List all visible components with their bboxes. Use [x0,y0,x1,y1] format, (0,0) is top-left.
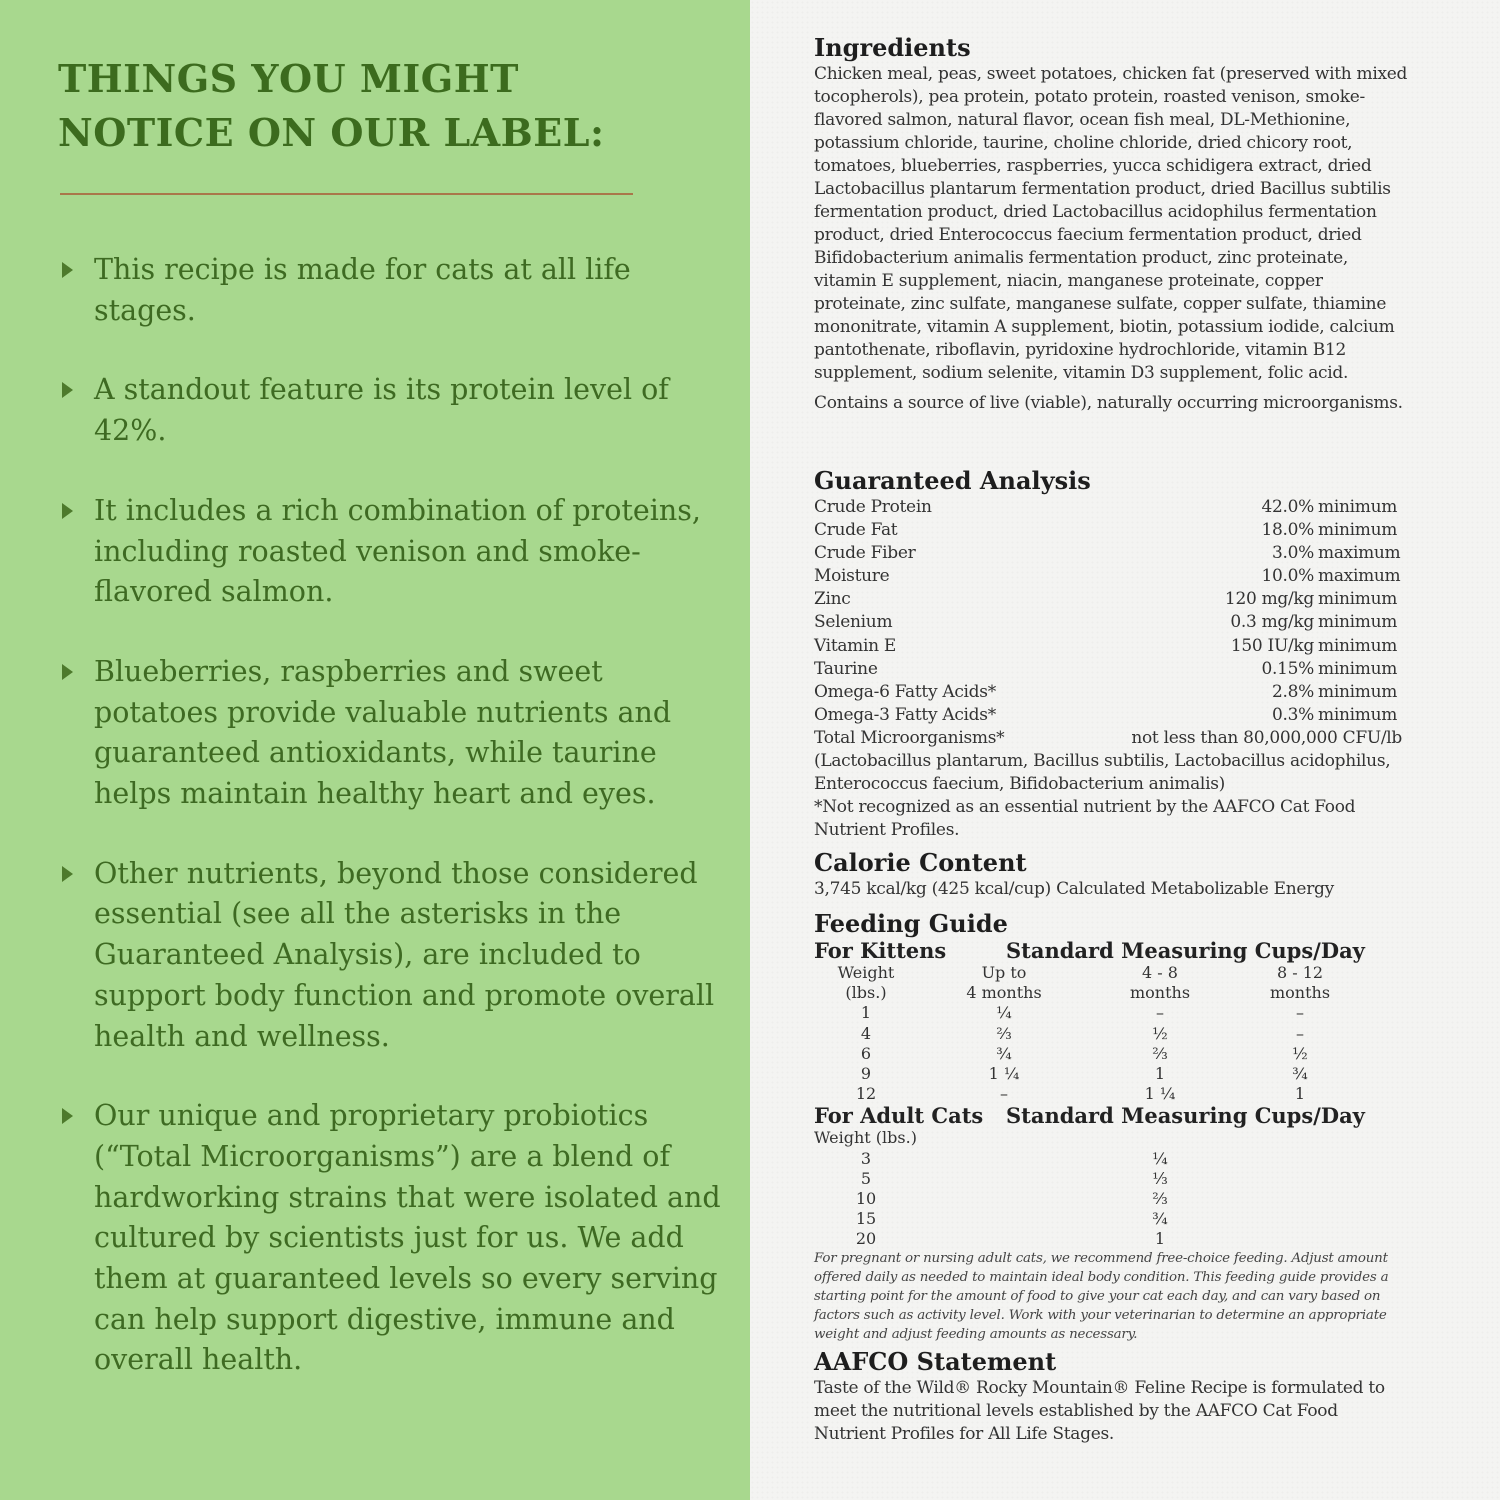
triangle-bullet-icon [62,382,73,398]
analysis-table [814,496,1414,727]
table-cell: – [1000,1084,1008,1104]
table-cell: 1 [860,1003,872,1023]
analysis-row [814,658,1414,681]
calorie-content-text: 3,745 kcal/kg (425 kcal/cup) Calculated Metabolizable Energy [814,879,1334,899]
column-header-cell: (lbs.) [845,983,887,1003]
nutrient-limit: minimum [1318,497,1398,517]
nutrient-limit: minimum [1318,635,1398,656]
adults-table [814,1149,1414,1250]
nutrient-limit: minimum [1318,520,1398,541]
analysis-row-microorganisms: Total Microorganisms* not less than 80,000,000 CFU/lb [814,727,1402,748]
triangle-bullet-icon [62,1108,73,1124]
table-cell: 9 [860,1063,872,1083]
table-cell: 15 [855,1209,877,1229]
table-row [814,1189,1414,1209]
column-header-cell: 4 - 8 [1142,963,1178,982]
nutrient-value: 150 IU/kg [1230,635,1314,656]
table-cell: 12 [855,1084,877,1104]
table-cell: 20 [855,1229,877,1249]
table-cell: 3 [860,1148,872,1168]
nutrient-limit: maximum [1318,566,1401,587]
microorganism-strains: (Lactobacillus plantarum, Bacillus subtilis, Lactobacillus acidophilus, Enterococcus faecium, Bifidobacterium animalis) [814,751,1391,795]
analysis-row [814,496,1414,519]
table-cell: – [1156,1003,1164,1023]
table-cell: 1 [1154,1229,1166,1249]
ingredients-section [814,33,1414,415]
analysis-row [814,565,1414,588]
kittens-column-header [814,963,1414,983]
table-row [814,1169,1414,1189]
table-cell: ⅔ [1152,1043,1168,1063]
feeding-guide-section [814,909,1414,1344]
nutrient-value: 120 mg/kg [1224,589,1314,610]
column-header-cell: 8 - 12 [1276,963,1324,982]
column-header-cell: months [1269,983,1331,1003]
analysis-row [814,704,1414,727]
table-cell: 4 [860,1023,872,1043]
column-header-cell: months [1129,983,1191,1003]
feeding-note: For pregnant or nursing adult cats, we recommend free-choice feeding. Adjust amount offered daily as needed to maintain ideal body condition. This feeding guide provides a starting point for the amount of food to give your cat each day, and can vary based on factors such as activity level. Work with your veterinarian to determine an appropriate weight and adjust feeding amounts as necessary. [814,1251,1389,1343]
aafco-text: Taste of the Wild® Rocky Mountain® Feline Recipe is formulated to meet the nutritional levels established by the AAFCO Cat Food Nutrient Profiles for All Life Stages. [814,1378,1385,1444]
bullet-list [0,250,750,1420]
guaranteed-analysis-section [814,466,1414,842]
table-cell: ⅔ [1152,1188,1168,1208]
table-row [814,1044,1414,1064]
triangle-bullet-icon [62,262,73,278]
nutrient-limit: minimum [1318,589,1398,610]
guaranteed-analysis-title: Guaranteed Analysis [814,466,1091,495]
adults-weight-header: Weight (lbs.) [814,1128,917,1148]
table-cell: ¼ [996,1003,1012,1023]
column-header-cell: 4 months [966,983,1042,1003]
nutrient-value: 18.0% [1261,520,1314,541]
divider [60,193,633,195]
table-row [814,1084,1414,1104]
table-cell: ¾ [1292,1063,1308,1083]
bullet-item: Blueberries, raspberries and sweet potatoes provide valuable nutrients and guaranteed antioxidants, while taurine helps maintain healthy heart and eyes. [0,652,750,815]
nutrient-name: Omega-3 Fatty Acids* [814,704,996,725]
headline-line-1: THINGS YOU MIGHT [58,56,519,101]
table-row [814,1003,1414,1023]
analysis-row [814,635,1414,658]
aafco-section [814,1347,1414,1446]
table-row [814,1209,1414,1229]
table-cell: ⅓ [1152,1168,1168,1188]
column-header-cell: Up to [981,963,1027,982]
analysis-row [814,681,1414,704]
bullet-item: Other nutrients, beyond those considered essential (see all the asterisks in the Guaranteed Analysis), are included to support body function and promote overall health and wellness. [0,854,750,1058]
table-row [814,1064,1414,1084]
kittens-table [814,963,1414,1104]
nutrient-limit: minimum [1318,704,1398,725]
bullet-item: It includes a rich combination of proteins, including roasted venison and smoke-flavored salmon. [0,491,750,613]
ingredients-text: Chicken meal, peas, sweet potatoes, chicken fat (preserved with mixed tocopherols), pea protein, potato protein, roasted venison, smoke-flavored salmon, natural flavor, ocean fish meal, DL-Methionine, potassium chloride, taurine, choline chloride, dried chicory root, tomatoes, blueberries, raspberries, yucca schidigera extract, dried Lactobacillus plantarum fermentation product, dried Bacillus subtilis fermentation product, dried Lactobacillus acidophilus fermentation product, dried Enterococcus faecium fermentation product, dried Bifidobacterium animalis fermentation product, zinc proteinate, vitamin E supplement, niacin, manganese proteinate, copper proteinate, zinc sulfate, manganese sulfate, copper sulfate, thiamine mononitrate, vitamin A supplement, biotin, potassium iodide, calcium pantothenate, riboflavin, pyridoxine hydrochloride, vitamin B12 supplement, sodium selenite, vitamin D3 supplement, folic acid. [814,64,1408,383]
nutrient-name: Selenium [814,612,893,633]
table-cell: ⅔ [996,1023,1012,1043]
nutrient-value: 3.0% [1272,543,1314,564]
headline-line-2: NOTICE ON OUR LABEL: [58,110,605,155]
bullet-item: Our unique and proprietary probiotics (“Total Microorganisms”) are a blend of hardworking strains that were isolated and cultured by scientists just for us. We add them at guaranteed levels so every serving can help support digestive, immune and overall health. [0,1096,750,1381]
analysis-row [814,542,1414,565]
table-cell: – [1296,1023,1304,1043]
triangle-bullet-icon [62,664,73,680]
nutrient-limit: maximum [1318,543,1401,564]
nutrient-value: 0.3% [1272,704,1314,725]
table-cell: ¾ [1152,1209,1168,1229]
table-cell: 5 [860,1168,872,1188]
bullet-item: This recipe is made for cats at all life stages. [0,250,750,331]
kittens-column-header [814,983,1414,1003]
table-cell: 1 ¼ [988,1063,1020,1083]
analysis-row [814,588,1414,611]
table-cell: 6 [860,1043,872,1063]
nutrient-limit: minimum [1318,612,1398,633]
headline [58,52,718,160]
analysis-row [814,611,1414,634]
triangle-bullet-icon [62,503,73,519]
kittens-header: For Kittens Standard Measuring Cups/Day [814,938,1365,963]
label-panel [750,0,1500,1500]
nutrient-limit: minimum [1318,658,1398,679]
table-cell: ½ [1152,1023,1168,1043]
analysis-footnote: *Not recognized as an essential nutrient by the AAFCO Cat Food Nutrient Profiles. [814,797,1356,841]
nutrient-name: Taurine [814,658,878,679]
table-cell: 10 [855,1188,877,1208]
table-cell: ¼ [1152,1148,1168,1168]
aafco-title: AAFCO Statement [814,1347,1057,1376]
ingredients-title: Ingredients [814,33,971,62]
table-cell: 1 [1294,1084,1306,1104]
column-header-cell: Weight [837,963,895,982]
calorie-content-section [814,848,1414,901]
feeding-guide-title: Feeding Guide [814,909,1008,938]
nutrient-value: 2.8% [1272,681,1314,702]
nutrient-value: 0.3 mg/kg [1230,612,1314,633]
probiotic-note: Contains a source of live (viable), naturally occurring microorganisms. [814,393,1403,413]
bullet-item: A standout feature is its protein level of 42%. [0,370,750,451]
table-cell: 1 ¼ [1144,1084,1176,1104]
nutrient-name: Moisture [814,566,890,587]
table-cell: – [1296,1003,1304,1023]
nutrient-value: 42.0% [1261,497,1314,517]
triangle-bullet-icon [62,866,73,882]
nutrient-name: Vitamin E [814,635,897,656]
nutrient-value: 0.15% [1261,658,1314,679]
table-row [814,1024,1414,1044]
adults-header: For Adult Cats Standard Measuring Cups/Day [814,1103,1365,1129]
table-row [814,1229,1414,1249]
nutrient-value: 10.0% [1261,566,1314,587]
table-cell: 1 [1154,1063,1166,1083]
nutrient-name: Omega-6 Fatty Acids* [814,681,996,702]
table-cell: ¾ [996,1043,1012,1063]
nutrient-name: Crude Protein [814,497,932,517]
table-row [814,1149,1414,1169]
nutrient-name: Crude Fiber [814,543,916,564]
analysis-row [814,519,1414,542]
nutrient-limit: minimum [1318,681,1398,702]
calorie-content-title: Calorie Content [814,848,1027,877]
table-cell: ½ [1292,1043,1308,1063]
nutrient-name: Crude Fat [814,520,898,541]
nutrient-name: Zinc [814,589,851,610]
